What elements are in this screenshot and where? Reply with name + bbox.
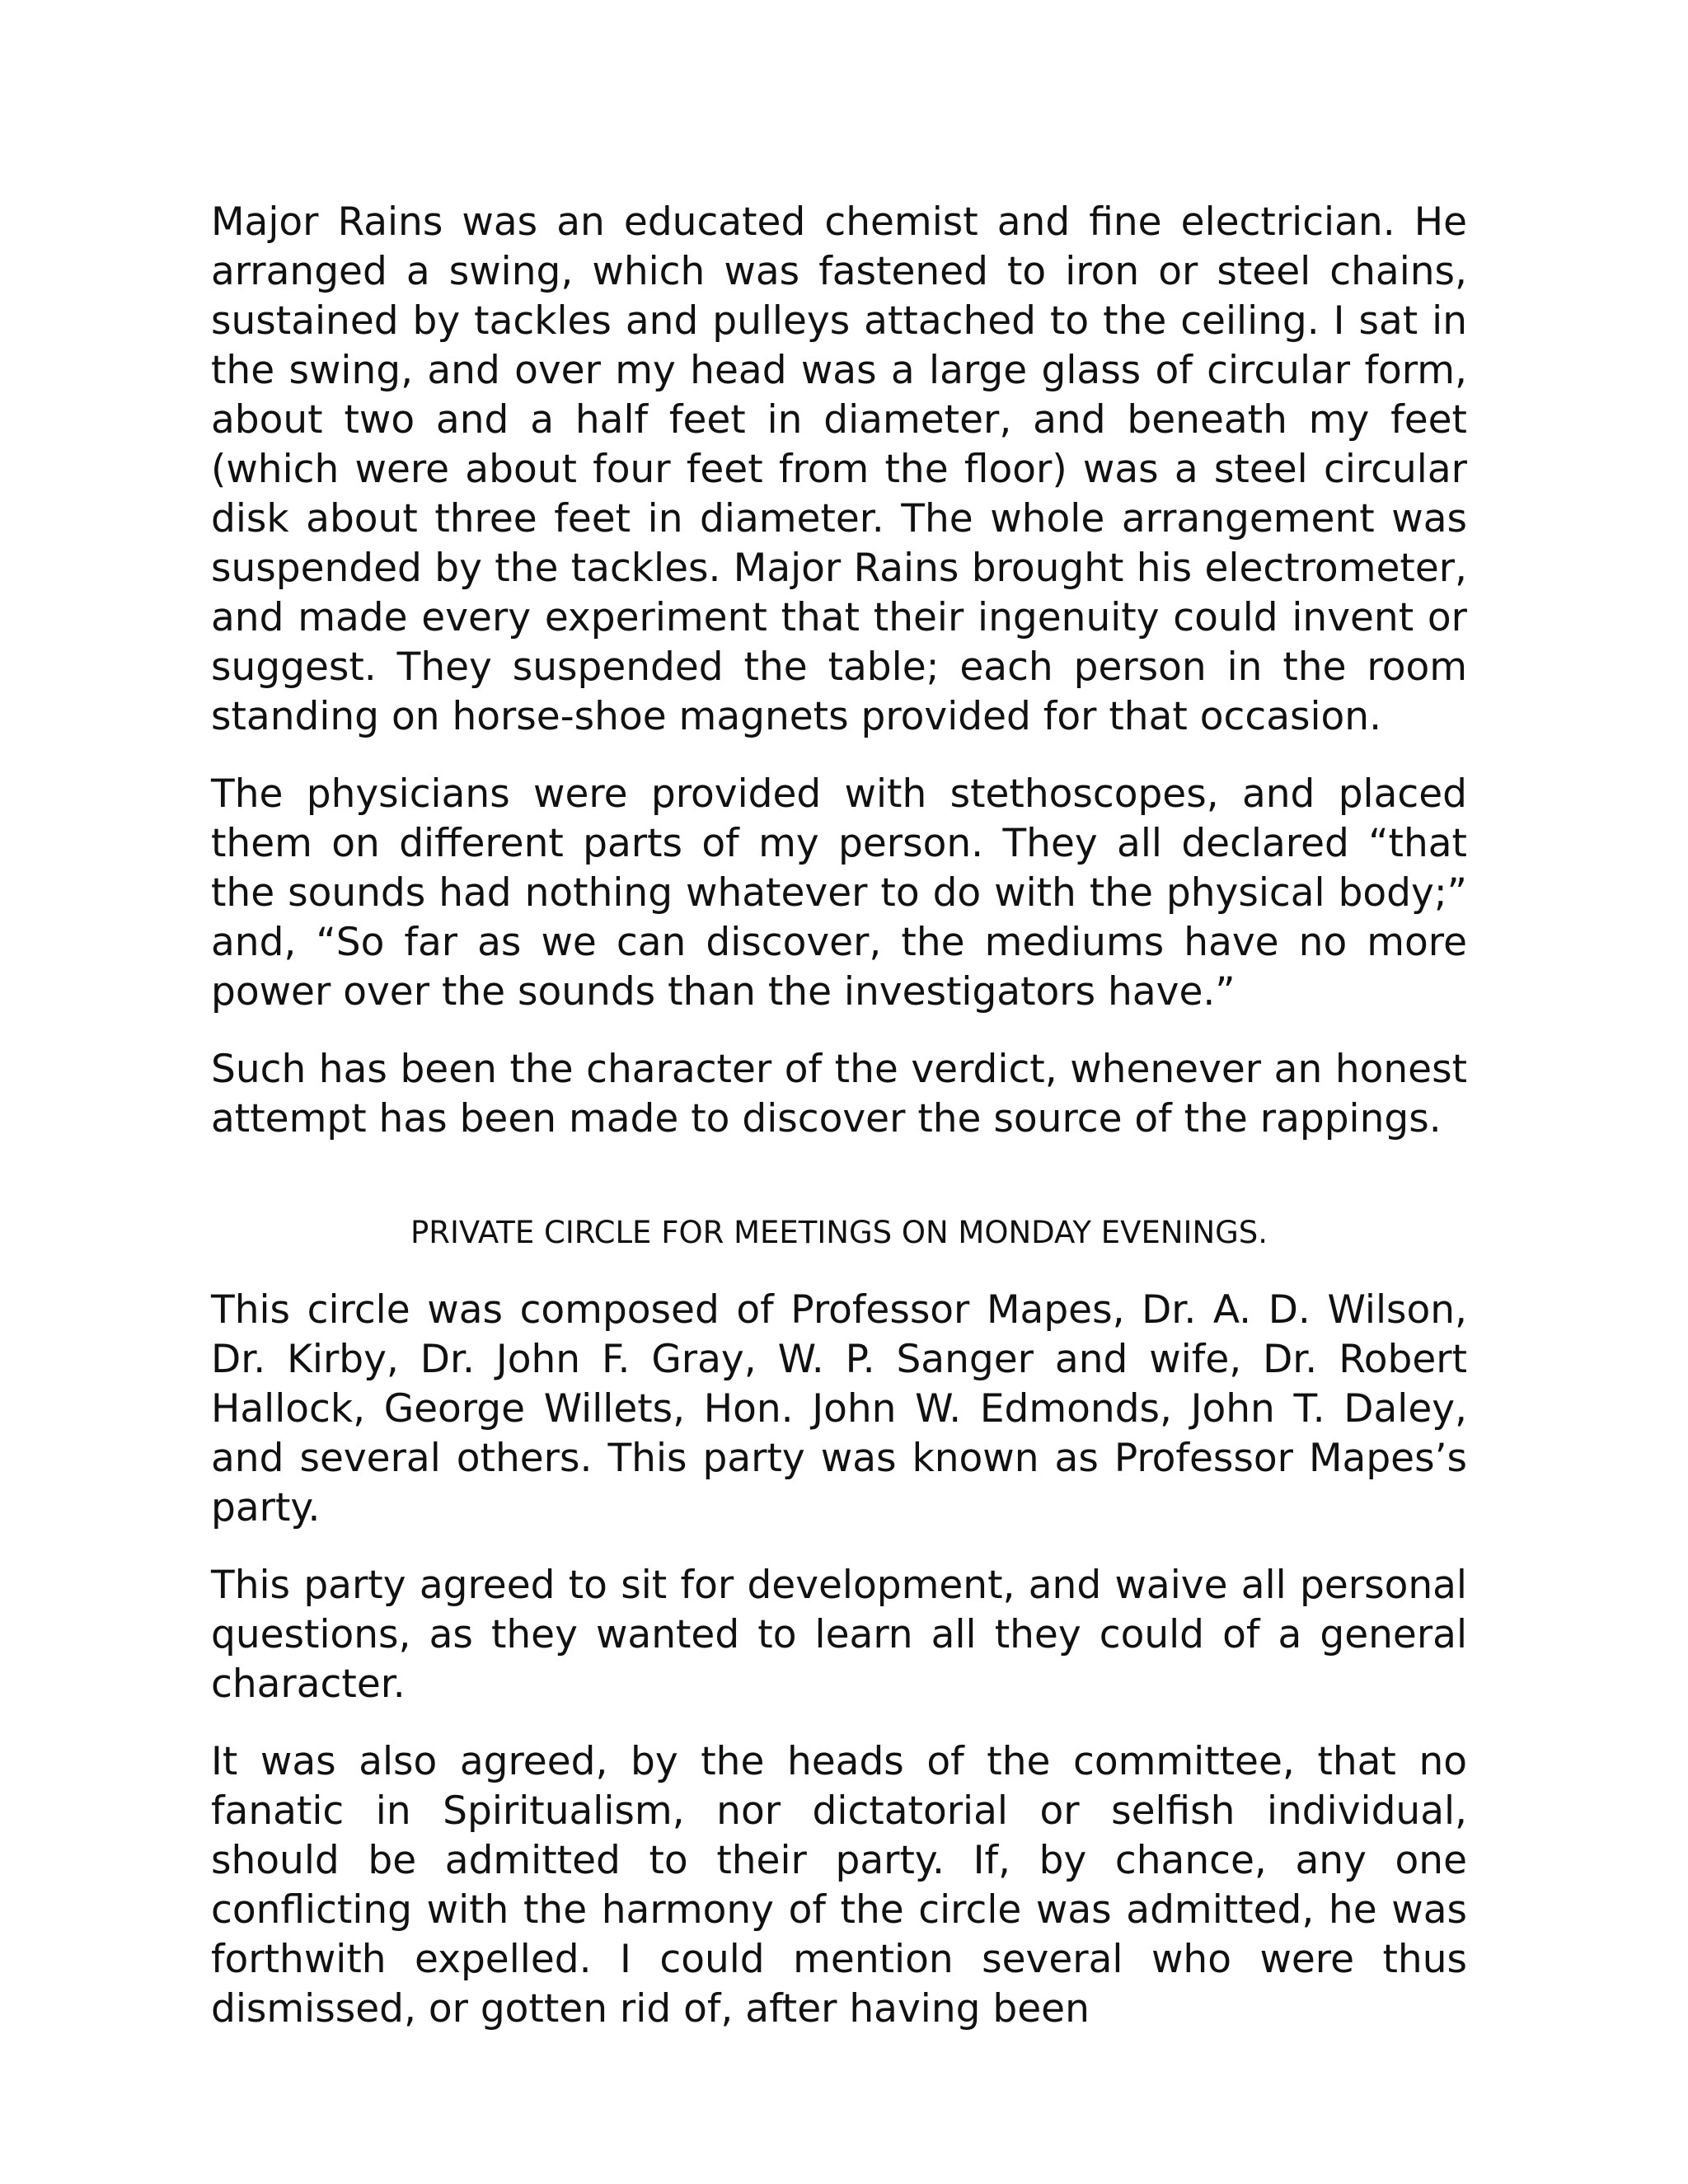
paragraph-major-rains-swing: Major Rains was an educated chemist and fine electrician. He arranged a swing, which was fastened to iron or steel chains, sustained by tackles and pulleys attached to the ceiling. I sat in the swing, and over my head was a large glass of circular form, about two and a half feet in diameter, and beneath my feet (which were about four feet from the floor) was a steel circular disk about three feet in diameter. The whole arrangement was suspended by the tackles. Major Rains brought his electrometer, and made every experiment that their ingenuity could invent or suggest. They suspended the table; each person in the room standing on horse-shoe magnets provided for that occasion. bbox=[211, 199, 1467, 739]
paragraph-committee-rules: It was also agreed, by the heads of the committee, that no fanatic in Spiritualism, nor dictatorial or selfish individual, should be admitted to their party. If, by chance, any one conflicting with the harmony of the circle was admitted, he was forthwith expelled. I could mention several who were thus dismissed, or gotten rid of, after having been bbox=[211, 1739, 1467, 2032]
section-heading: PRIVATE CIRCLE FOR MEETINGS ON MONDAY EVENINGS. bbox=[410, 1215, 1268, 1250]
document-page bbox=[211, 198, 1467, 2034]
paragraph-development-agreement: This party agreed to sit for development, and waive all personal questions, as they wanted to learn all they could of a general character. bbox=[211, 1563, 1467, 1707]
paragraph-verdict: Such has been the character of the verdict, whenever an honest attempt has been made to discover the source of the rappings. bbox=[211, 1047, 1467, 1141]
paragraph-physicians-stethoscopes: The physicians were provided with stethoscopes, and placed them on different parts of my person. They all declared “that the sounds had nothing whatever to do with the physical body;” and, “So far as we can discover, the mediums have no more power over the sounds than the investigators have.” bbox=[211, 771, 1467, 1015]
paragraph-circle-members: This circle was composed of Professor Mapes, Dr. A. D. Wilson, Dr. Kirby, Dr. John F. Gray, W. P. Sanger and wife, Dr. Robert Hallock, George Willets, Hon. John W. Edmonds, John T. Daley, and several others. This party was known as Professor Mapes’s party. bbox=[211, 1287, 1467, 1530]
